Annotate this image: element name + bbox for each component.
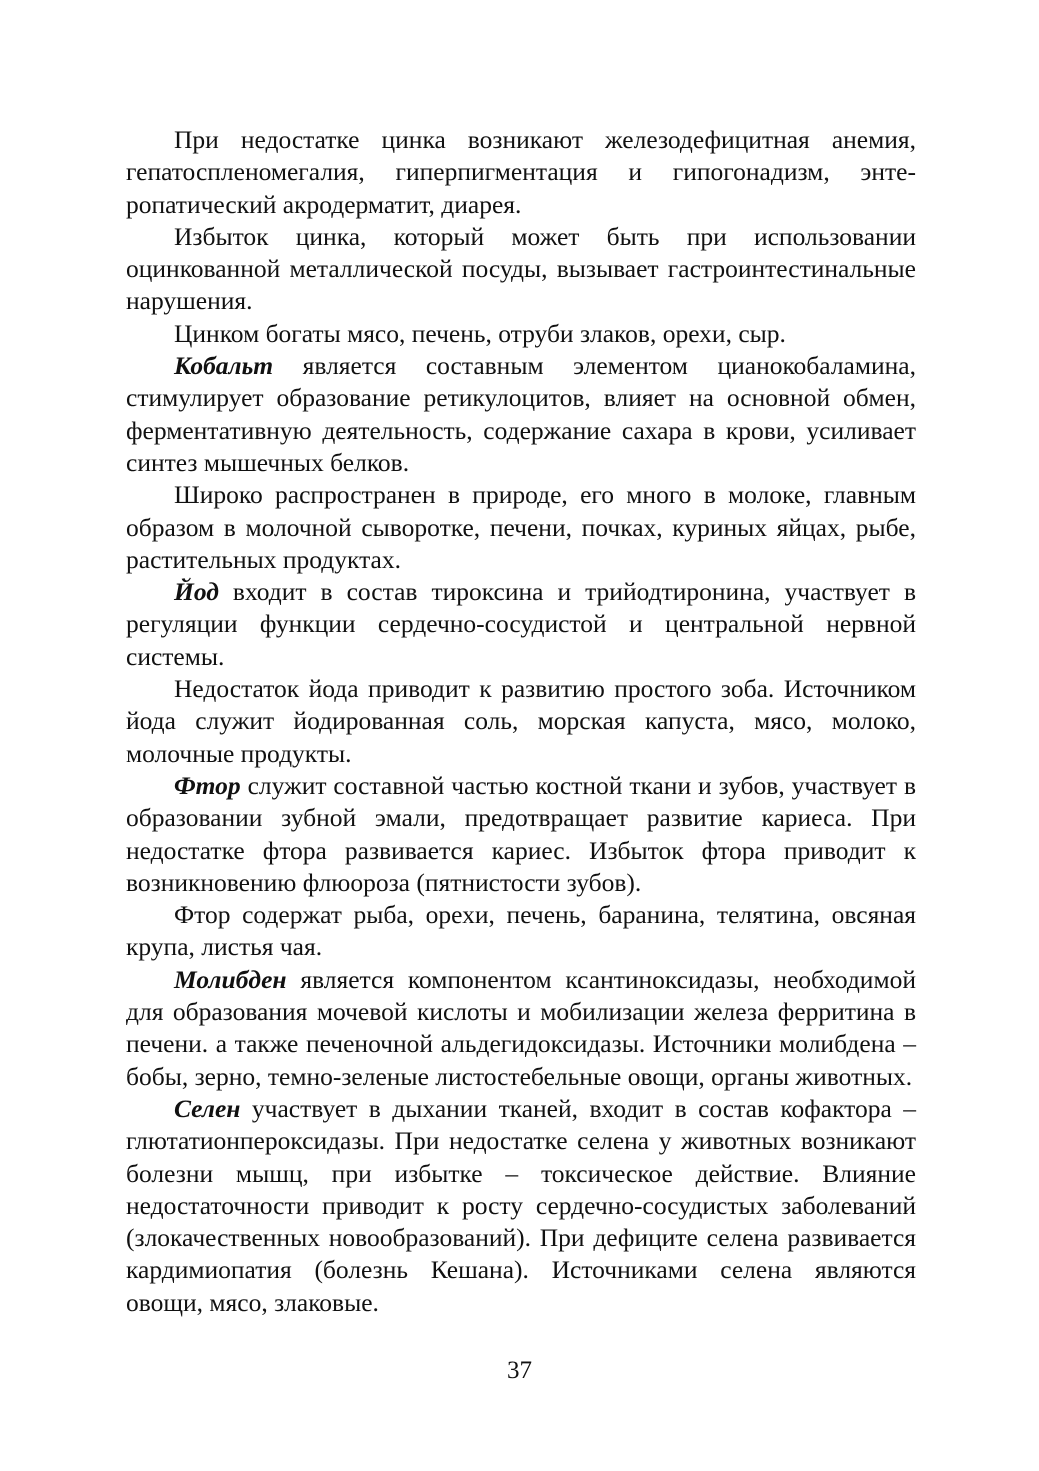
paragraph-cobalt	[126, 350, 916, 479]
paragraph-cobalt-sources	[126, 479, 916, 576]
paragraph-text: Широко распространен в природе, его много в молоке, главным образом в молочной сыворотке, печени, почках, куриных яйцах, рыбе, растительных продуктах.	[126, 480, 916, 574]
paragraph-molybdenum	[126, 964, 916, 1093]
paragraph-text: служит составной частью костной ткани и зубов, участвует в образовании зубной эмали, предотвращает развитие кариеса. При недостатке фтора развивается кариес. Избыток фтора приводит к возникновению флюороза (пятнистости зубов).	[126, 770, 916, 897]
paragraph-text: Недостаток йода приводит к развитию простого зоба. Источником йода служит йодированная соль, морская капуста, мясо, молоко, молочные продукты.	[126, 674, 916, 768]
paragraph-text: является компонентом ксантиноксидазы, необходимой для образования мочевой кислоты и мобилизации железа ферритина в печени. а также печеночной альдегидоксидазы. Источники молибдена – бобы, зерно, темно-зеленые листостебельные овощи, органы животных.	[126, 964, 916, 1091]
paragraph-selenium	[126, 1093, 916, 1319]
term-cobalt: Кобальт	[174, 351, 274, 381]
term-fluorine: Фтор	[174, 770, 241, 800]
paragraph-text: Избыток цинка, который может быть при использовании оцинкованной металлической посуды, вызывает гастроинтестинальные нарушения.	[126, 221, 916, 316]
paragraph-zinc-deficiency	[126, 124, 916, 221]
page-number: 37	[507, 1357, 532, 1384]
paragraph-text: Фтор содержат рыба, орехи, печень, баранина, телятина, овсяная крупа, листья чая.	[126, 900, 916, 962]
paragraph-text: При недостатке цинка возникают железодефицитная анемия, гепатоспленомегалия, гиперпигментация и гипогонадизм, энтеропатический акродерматит, диарея.	[126, 125, 916, 219]
paragraph-fluorine-sources	[126, 899, 916, 964]
term-molybdenum: Молибден	[174, 964, 287, 994]
paragraph-iodine-deficiency	[126, 673, 916, 770]
body-text	[126, 124, 916, 1319]
paragraph-text: Цинком богаты мясо, печень, отруби злаков, орехи, сыр.	[174, 318, 786, 348]
paragraph-zinc-excess	[126, 221, 916, 318]
term-iodine: Йод	[174, 577, 219, 607]
paragraph-fluorine	[126, 770, 916, 899]
paragraph-zinc-sources	[126, 318, 916, 350]
term-selenium: Селен	[174, 1093, 241, 1123]
paragraph-text: входит в состав тироксина и трийодтиронина, участвует в регуляции функции сердечно-сосудистой и центральной нервной системы.	[126, 577, 916, 671]
paragraph-text: участвует в дыхании тканей, входит в состав кофактора – глютатионпероксидазы. При недостатке селена у животных возникают болезни мышц, при избытке – токсическое действие. Влияние недостаточности приводит к росту сердечно-сосудистых заболеваний (злокачественных новообразований). При дефиците селена развивается кардимиопатия (болезнь Кешана). Источниками селена являются овощи, мясо, злаковые.	[126, 1093, 916, 1317]
paragraph-text: является составным элементом цианокобаламина, стимулирует образование ретикулоцитов, влияет на основной обмен, ферментативную деятельность, содержание сахара в крови, усиливает синтез мышечных белков.	[126, 351, 916, 477]
paragraph-iodine	[126, 576, 916, 673]
